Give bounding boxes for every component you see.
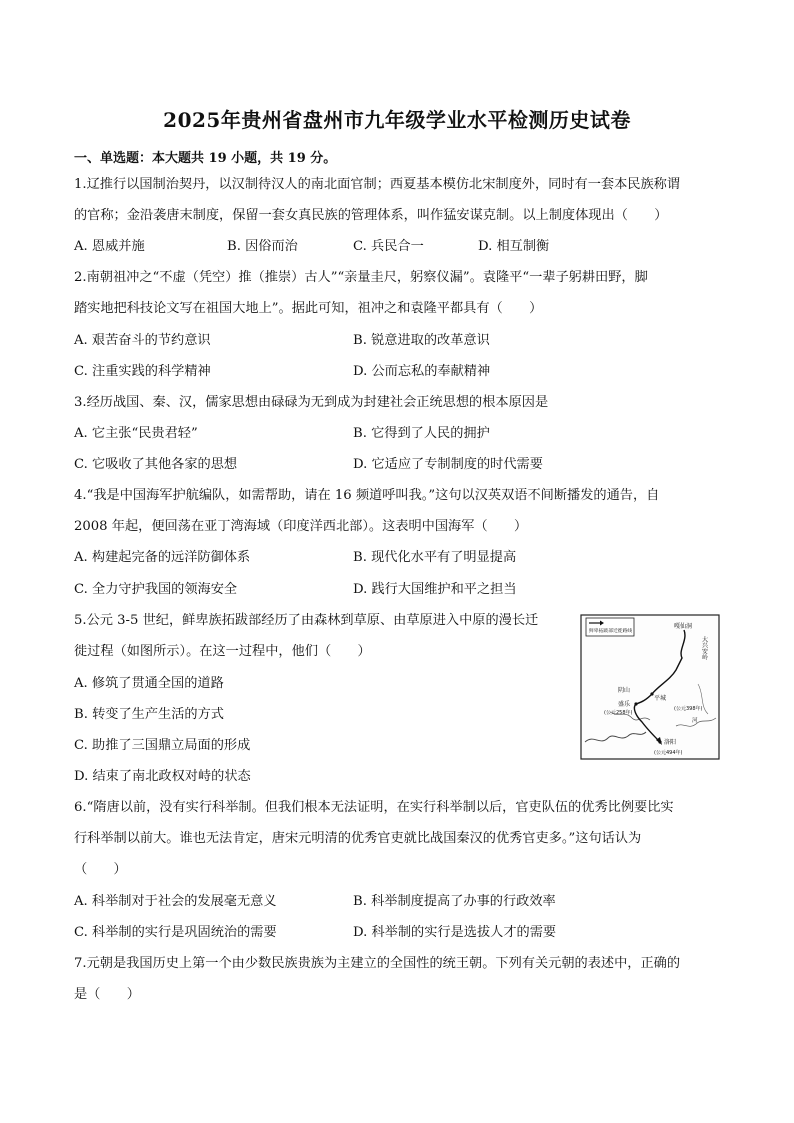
question-6-option-b: B. 科举制度提高了办事的行政效率	[353, 894, 556, 909]
question-1-option-d: D. 相互制衡	[478, 239, 550, 254]
question-1-line-1: 1.辽推行以国制治契丹，以汉制待汉人的南北面官制；西夏基本模仿北宋制度外，同时有一套本民族称谓	[74, 177, 681, 192]
question-5-option-b: B. 转变了生产生活的方式	[74, 707, 224, 722]
question-3-line-1: 3.经历战国、秦、汉，儒家思想由碌碌为无到成为封建社会正统思想的根本原因是	[74, 395, 549, 410]
question-5-option-c: C. 助推了三国鼎立局面的形成	[74, 738, 251, 753]
question-2-line-2: 踏实地把科技论文写在祖国大地上”。据此可知，祖冲之和袁隆平都具有（ ）	[74, 301, 543, 316]
question-3-option-a: A. 它主张“民贵君轻”	[74, 426, 198, 441]
question-1-option-a: A. 恩威并施	[74, 239, 145, 254]
question-2-option-b: B. 锐意进取的改革意识	[353, 333, 490, 348]
label-yinshan: 阴山	[618, 687, 631, 694]
label-gaxian: 嘎仙洞	[674, 623, 693, 630]
question-1-line-2: 的官称；金沿袭唐末制度，保留一套女真民族的管理体系，叫作猛安谋克制。以上制度体现出（ ）	[74, 208, 668, 223]
section-heading: 一、单选题：本大题共 19 小题，共 19 分。	[74, 151, 337, 166]
page-title: 2025年贵州省盘州市九年级学业水平检测历史试卷	[163, 108, 631, 132]
label-shengle: 盛乐	[618, 701, 631, 708]
label-shengle-year: (公元258年)	[604, 710, 633, 716]
question-6-line-3: （ ）	[74, 862, 127, 877]
question-4-line-1: 4.“我是中国海军护航编队，如需帮助，请在 16 频道呼叫我。”这句以汉英双语不间断播发的通告，自	[74, 488, 660, 503]
map-legend-text: 鲜卑拓跋部迁徙路线	[589, 629, 633, 634]
question-6-option-a: A. 科举制对于社会的发展毫无意义	[74, 894, 277, 909]
city-dot-shengle	[634, 702, 637, 705]
label-pingcheng-year: (公元398年)	[674, 706, 703, 712]
question-5-line-1: 5.公元 3-5 世纪，鲜卑族拓跋部经历了由森林到草原、由草原进入中原的漫长迁	[74, 613, 539, 628]
migration-map	[580, 614, 720, 760]
city-dot-luoyang	[658, 740, 661, 743]
question-5-line-2: 徙过程（如图所示）。在这一过程中，他们（ ）	[74, 644, 371, 659]
question-3-option-b: B. 它得到了人民的拥护	[353, 426, 490, 441]
question-2-option-c: C. 注重实践的科学精神	[74, 364, 211, 379]
question-4-option-a: A. 构建起完备的远洋防御体系	[74, 550, 251, 565]
city-dot-pingcheng	[650, 692, 653, 695]
label-luoyang: 洛阳	[664, 739, 677, 746]
question-6-line-2: 行科举制以前大。谁也无法肯定，唐宋元明清的优秀官吏就比战国秦汉的优秀官吏多。”这句话认为	[74, 831, 642, 846]
question-4-option-c: C. 全力守护我国的领海安全	[74, 582, 238, 597]
question-5-option-d: D. 结束了南北政权对峙的状态	[74, 769, 251, 784]
question-5-option-a: A. 修筑了贯通全国的道路	[74, 676, 224, 691]
question-1-option-b: B. 因俗而治	[227, 239, 298, 254]
question-3-option-d: D. 它适应了专制制度的时代需要	[353, 457, 543, 472]
question-7-line-2: 是（ ）	[74, 987, 140, 1002]
question-1-option-c: C. 兵民合一	[353, 239, 424, 254]
question-4-line-2: 2008 年起，便回荡在亚丁湾海域（印度洋西北部）。这表明中国海军（ ）	[74, 519, 528, 534]
question-7-line-1: 7.元朝是我国历史上第一个由少数民族贵族为主建立的全国性的统王朝。下列有关元朝的表述中，正确的	[74, 956, 681, 971]
question-6-option-c: C. 科举制的实行是巩固统治的需要	[74, 925, 277, 940]
label-pingcheng: 平城	[654, 695, 667, 702]
question-3-option-c: C. 它吸收了其他各家的思想	[74, 457, 238, 472]
label-luoyang-year: (公元494年)	[654, 750, 683, 756]
question-4-option-d: D. 践行大国维护和平之担当	[353, 582, 517, 597]
question-4-option-b: B. 现代化水平有了明显提高	[353, 550, 517, 565]
label-daxinganling: 大兴安岭	[700, 636, 708, 660]
question-2-option-d: D. 公而忘私的奉献精神	[353, 364, 491, 379]
question-6-line-1: 6.“隋唐以前，没有实行科举制。但我们根本无法证明，在实行科举制以后，官吏队伍的优秀比例要比实	[74, 800, 674, 815]
question-2-option-a: A. 艰苦奋斗的节约意识	[74, 333, 211, 348]
question-2-line-1: 2.南朝祖冲之“不虚（凭空）推（推崇）古人”“亲量圭尺，躬察仪漏”。袁隆平“一辈子躬耕田野，脚	[74, 270, 648, 285]
question-6-option-d: D. 科举制的实行是选拔人才的需要	[353, 925, 557, 940]
label-he: 河	[692, 718, 698, 724]
